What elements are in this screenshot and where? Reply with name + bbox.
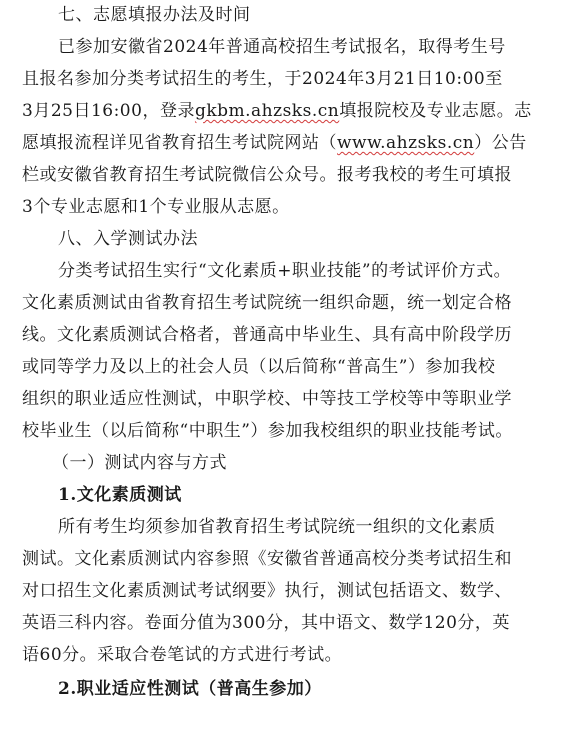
subsection-heading: （一）测试内容与方式 [52, 453, 227, 473]
item-title-1: 1.文化素质测试 [58, 485, 182, 505]
paragraph-line [22, 100, 554, 122]
paragraph-line: 线。文化素质测试合格者，普通高中毕业生、具有高中阶段学历 [22, 325, 512, 345]
paragraph-line: 且报名参加分类考试招生的考生，于2024年3月21日10:00至 [22, 69, 503, 89]
paragraph-line: 分类考试招生实行“文化素质+职业技能”的考试评价方式。 [58, 261, 512, 281]
text-fragment: 3月25日16:00，登录 [22, 101, 195, 121]
section-heading-8: 八、入学测试办法 [58, 229, 198, 249]
paragraph-line: 校毕业生（以后简称“中职生”）参加我校组织的职业技能考试。 [22, 421, 513, 441]
paragraph-line: 3个专业志愿和1个专业服从志愿。 [22, 197, 290, 217]
text-fragment: ）公告 [474, 133, 527, 153]
paragraph-line: 对口招生文化素质测试考试纲要》执行，测试包括语文、数学、 [22, 581, 512, 601]
paragraph-line: 或同等学力及以上的社会人员（以后简称“普高生”）参加我校 [22, 357, 496, 377]
paragraph-line [22, 132, 554, 154]
paragraph-line: 组织的职业适应性测试，中职学校、中等技工学校等中等职业学 [22, 389, 512, 409]
paragraph-line: 语60分。采取合卷笔试的方式进行考试。 [22, 645, 343, 665]
registration-url-link[interactable]: gkbm.ahzsks.cn [194, 101, 340, 121]
website-url-link[interactable]: www.ahzsks.cn [337, 133, 475, 153]
text-fragment: 填报院校及专业志愿。志 [339, 101, 532, 121]
paragraph-line: 英语三科内容。卷面分值为300分，其中语文、数学120分，英 [22, 613, 510, 633]
paragraph-line: 文化素质测试由省教育招生考试院统一组织命题，统一划定合格 [22, 293, 512, 313]
paragraph-line: 测试。文化素质测试内容参照《安徽省普通高校分类考试招生和 [22, 549, 512, 569]
item-title-2: 2.职业适应性测试（普高生参加） [58, 679, 322, 699]
text-fragment: 愿填报流程详见省教育招生考试院网站（ [22, 133, 337, 153]
section-heading-7: 七、志愿填报办法及时间 [58, 5, 251, 25]
paragraph-line: 已参加安徽省2024年普通高校招生考试报名，取得考生号 [58, 37, 506, 57]
paragraph-line: 栏或安徽省教育招生考试院微信公众号。报考我校的考生可填报 [22, 165, 512, 185]
paragraph-line: 所有考生均须参加省教育招生考试院统一组织的文化素质 [58, 517, 496, 537]
